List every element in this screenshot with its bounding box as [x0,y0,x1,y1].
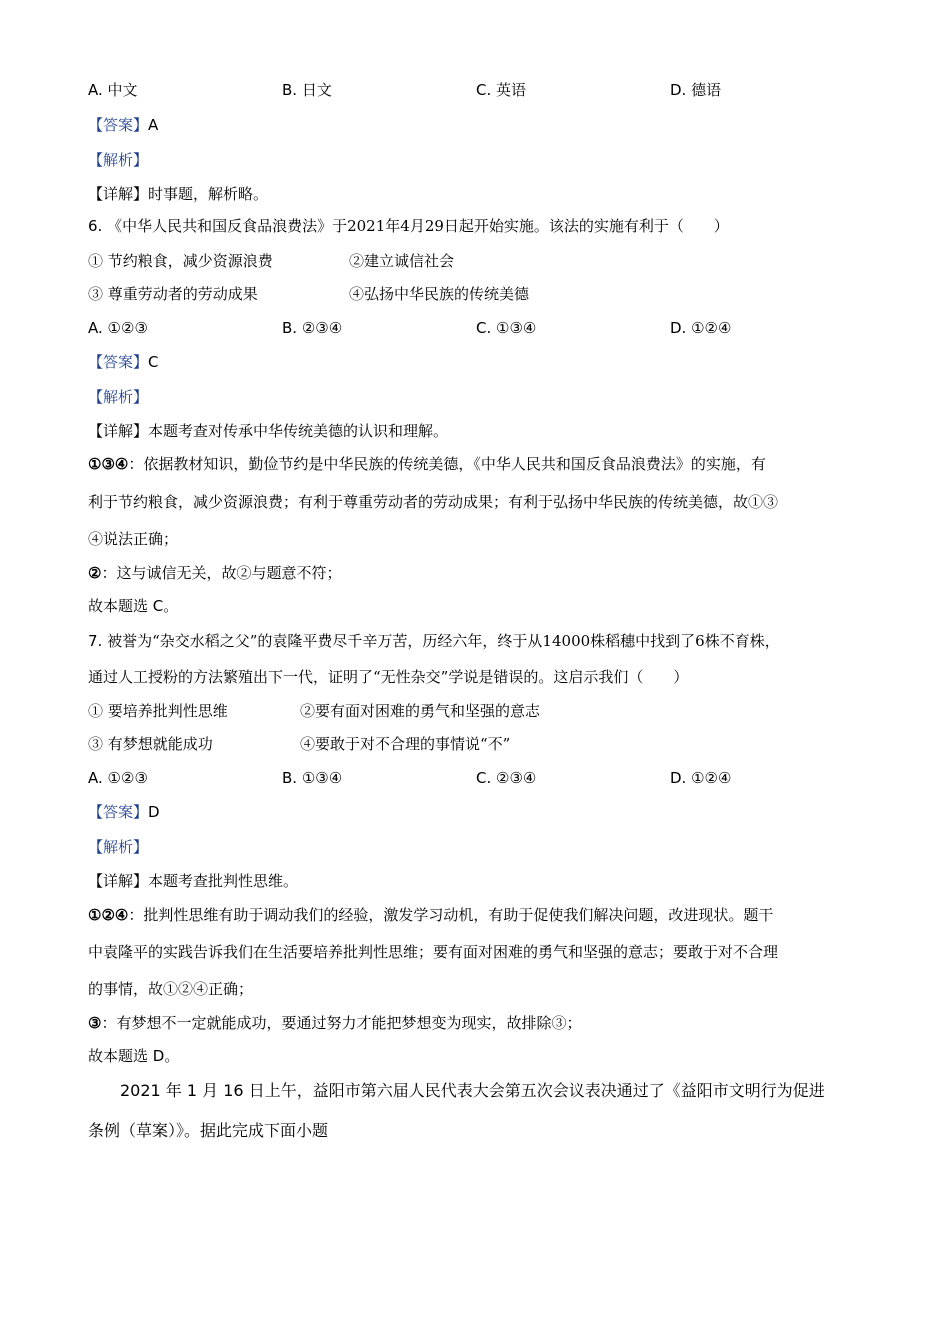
q6-option-a: A. ①②③ [88,319,148,337]
q6-items-row1 [88,251,878,271]
intro-paragraph-line1: 2021 年 1 月 16 日上午，益阳市第六届人民代表大会第五次会议表决通过了《益阳市文明行为促进 [120,1081,825,1100]
q6-item-1: ① 节约粮食，减少资源浪费 [88,252,273,270]
q6-option-b: B. ②③④ [282,319,343,337]
q6-options [88,318,878,338]
q5-answer: 【答案】A [88,116,159,134]
q6-detail: 【详解】本题考查对传承中华传统美德的认识和理解。 [88,422,449,440]
q7-detail: 【详解】本题考查批判性思维。 [88,872,299,890]
q7-option-c: C. ②③④ [476,769,537,787]
q7-item-1: ① 要培养批判性思维 [88,702,228,720]
q7-explanation-1: ①②④：批判性思维有助于调动我们的经验，激发学习动机，有助于促使我们解决问题，改进现状。题干 [88,906,774,924]
q6-explanation-1: ①③④：依据教材知识，勤俭节约是中华民族的传统美德，《中华人民共和国反食品浪费法》的实施，有 [88,455,766,473]
q7-explanation-1-cont: 中袁隆平的实践告诉我们在生活要培养批判性思维；要有面对困难的勇气和坚强的意志；要敢于对不合理 [88,943,779,961]
q7-item-3: ③ 有梦想就能成功 [88,735,213,753]
q6-conclusion: 故本题选 C。 [88,597,179,615]
q5-option-b: B. 日文 [282,81,332,99]
q7-option-a: A. ①②③ [88,769,148,787]
q7-stem-cont: 通过人工授粉的方法繁殖出下一代，证明了“无性杂交”学说是错误的。这启示我们（ ） [88,668,689,686]
q6-item-2: ②建立诚信社会 [349,252,455,270]
q7-answer: 【答案】D [88,803,160,821]
q5-option-a: A. 中文 [88,81,138,99]
q7-explanation-1-end: 的事情，故①②④正确； [88,980,254,998]
q6-item-4: ④弘扬中华民族的传统美德 [349,285,530,303]
q6-items-row2 [88,284,878,304]
q7-items-row2 [88,734,878,754]
q6-stem: 6. 《中华人民共和国反食品浪费法》于2021年4月29日起开始实施。该法的实施有利于（ ） [88,217,729,235]
q6-answer: 【答案】C [88,353,159,371]
q7-items-row1 [88,701,878,721]
q7-item-4: ④要敢于对不合理的事情说“不” [300,735,511,753]
q7-analysis-heading: 【解析】 [88,838,149,856]
q6-explanation-1-cont: 利于节约粮食，减少资源浪费；有利于尊重劳动者的劳动成果；有利于弘扬中华民族的传统美德，故①③ [88,493,779,511]
q5-options [88,80,878,100]
q7-item-2: ②要有面对困难的勇气和坚强的意志 [300,702,541,720]
q5-option-c: C. 英语 [476,81,527,99]
intro-paragraph-line2: 条例（草案）》。据此完成下面小题 [88,1121,329,1140]
q5-detail: 【详解】时事题，解析略。 [88,185,269,203]
q6-option-c: C. ①③④ [476,319,537,337]
q7-stem: 7. 被誉为“杂交水稻之父”的袁隆平费尽千辛万苦，历经六年，终于从14000株稻穗中找到了6株不育株， [88,632,780,650]
q6-analysis-heading: 【解析】 [88,388,149,406]
q7-conclusion: 故本题选 D。 [88,1047,180,1065]
q7-option-b: B. ①③④ [282,769,343,787]
q6-explanation-1-end: ④说法正确； [88,530,179,548]
q6-explanation-2: ②：这与诚信无关，故②与题意不符； [88,564,342,582]
q7-options [88,768,878,788]
q7-explanation-2: ③：有梦想不一定就能成功，要通过努力才能把梦想变为现实，故排除③； [88,1014,582,1032]
q7-option-d: D. ①②④ [670,769,732,787]
q5-analysis-heading: 【解析】 [88,151,149,169]
q5-option-d: D. 德语 [670,81,722,99]
q6-item-3: ③ 尊重劳动者的劳动成果 [88,285,258,303]
q6-option-d: D. ①②④ [670,319,732,337]
